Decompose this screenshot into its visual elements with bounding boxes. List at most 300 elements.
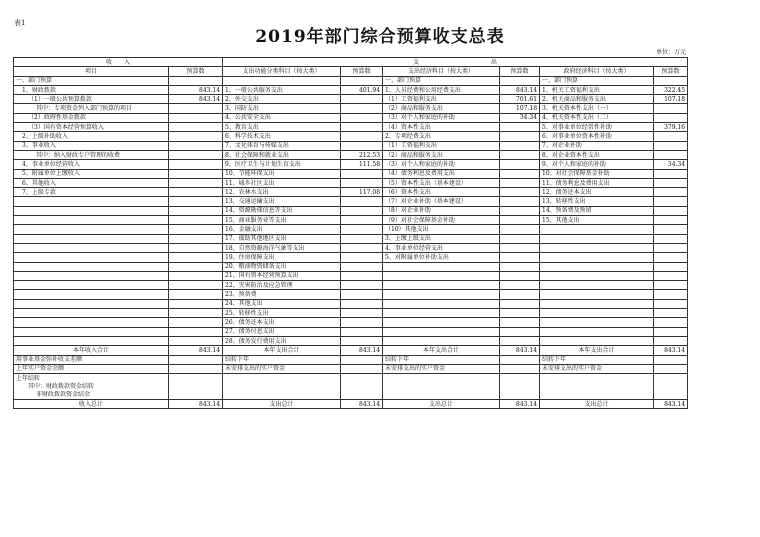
func-item: 1、一般公共服务支出 bbox=[223, 85, 341, 94]
table-row bbox=[14, 188, 688, 197]
income-budget bbox=[169, 271, 223, 280]
gov-econ-item bbox=[540, 271, 654, 280]
econ-item: （5）资本性支出（基本建设） bbox=[383, 178, 500, 187]
gov-econ-budget bbox=[654, 243, 688, 252]
income-budget bbox=[169, 253, 223, 262]
econ-item: （1）工资福利支出 bbox=[383, 95, 500, 104]
gov-econ-budget bbox=[654, 197, 688, 206]
empty-cell bbox=[654, 391, 688, 400]
income-budget bbox=[169, 113, 223, 122]
func-item: 14、资源勘探信息等支出 bbox=[223, 206, 341, 215]
gov-econ-item bbox=[540, 336, 654, 345]
empty-cell bbox=[500, 364, 540, 373]
income-budget bbox=[169, 160, 223, 169]
func-budget: 117.08 bbox=[341, 188, 383, 197]
func-item: 25、转移性支出 bbox=[223, 309, 341, 318]
econ-item bbox=[383, 336, 500, 345]
empty-cell bbox=[500, 355, 540, 364]
func-item: 26、债务还本支出 bbox=[223, 318, 341, 327]
func-item: 18、自然资源海洋气象等支出 bbox=[223, 243, 341, 252]
func-item: 11、城乡社区支出 bbox=[223, 178, 341, 187]
empty-cell bbox=[500, 382, 540, 390]
empty-cell bbox=[341, 355, 383, 364]
empty-cell bbox=[383, 391, 500, 400]
income-budget bbox=[169, 197, 223, 206]
income-item bbox=[14, 318, 169, 327]
gov-econ-budget bbox=[654, 309, 688, 318]
table-row bbox=[14, 281, 688, 290]
econ-budget: 843.14 bbox=[500, 85, 540, 94]
empty-cell bbox=[654, 374, 688, 383]
empty-cell bbox=[654, 382, 688, 390]
econ-item: （4）资本性支出 bbox=[383, 123, 500, 132]
func-item: 28、债务发行费用支出 bbox=[223, 336, 341, 345]
gov-econ-item bbox=[540, 281, 654, 290]
table-row bbox=[14, 178, 688, 187]
table-row bbox=[14, 234, 688, 243]
econ-item: （7）对企业补助（基本建设） bbox=[383, 197, 500, 206]
func-budget: 401.94 bbox=[341, 85, 383, 94]
func-item: 9、医疗卫生与计划生育支出 bbox=[223, 160, 341, 169]
income-item bbox=[14, 281, 169, 290]
income-item bbox=[14, 225, 169, 234]
gov-econ-budget bbox=[654, 253, 688, 262]
econ-item: （10）其他支出 bbox=[383, 225, 500, 234]
gov-econ-budget: 34.34 bbox=[654, 160, 688, 169]
income-item bbox=[14, 216, 169, 225]
econ-item: 2、专项经费支出 bbox=[383, 132, 500, 141]
empty-cell bbox=[341, 364, 383, 373]
table-row bbox=[14, 150, 688, 159]
income-item: （2）政府性基金拨款 bbox=[14, 113, 169, 122]
func-item: 5、教育支出 bbox=[223, 123, 341, 132]
gov-econ-item bbox=[540, 243, 654, 252]
col-func-class: 支出功能分类科目（按大类） bbox=[223, 67, 341, 76]
table-row bbox=[14, 225, 688, 234]
fiscal-carry-label: 其中：财政拨款资金结转 bbox=[14, 382, 169, 390]
func-item: 21、国有资本经营预算支出 bbox=[223, 271, 341, 280]
econ-budget bbox=[500, 169, 540, 178]
income-item: 7、上级专款 bbox=[14, 188, 169, 197]
func-budget bbox=[341, 216, 383, 225]
income-budget bbox=[169, 318, 223, 327]
func-item: 27、债务付息支出 bbox=[223, 327, 341, 336]
econ-budget bbox=[500, 262, 540, 271]
income-budget bbox=[169, 141, 223, 150]
prev-balance-label: 上年实户资金余额 bbox=[14, 364, 169, 373]
table-row bbox=[14, 262, 688, 271]
gov-econ-budget: 379.16 bbox=[654, 123, 688, 132]
gov-grand-label: 支出总计 bbox=[540, 399, 654, 408]
income-item: 2、上级补助收入 bbox=[14, 132, 169, 141]
income-grand-value: 843.14 bbox=[169, 399, 223, 408]
income-budget bbox=[169, 206, 223, 215]
func-item: 20、粮油物资储备支出 bbox=[223, 262, 341, 271]
table-row bbox=[14, 160, 688, 169]
gov-econ-budget bbox=[654, 225, 688, 234]
econ-item bbox=[383, 299, 500, 308]
func-grand-value: 843.14 bbox=[341, 399, 383, 408]
grand-total-row bbox=[14, 399, 688, 408]
gov-total-value: 843.14 bbox=[654, 346, 688, 355]
empty-cell bbox=[223, 382, 341, 390]
gov-econ-budget bbox=[654, 216, 688, 225]
table-row bbox=[14, 141, 688, 150]
table-row bbox=[14, 290, 688, 299]
empty-cell bbox=[169, 391, 223, 400]
func-item bbox=[223, 76, 341, 85]
income-total-value: 843.14 bbox=[169, 346, 223, 355]
func-budget bbox=[341, 169, 383, 178]
econ-item: 5、对附属单位补助支出 bbox=[383, 253, 500, 262]
gov-econ-item: 8、对企业资本性支出 bbox=[540, 150, 654, 159]
income-item bbox=[14, 336, 169, 345]
func-budget bbox=[341, 309, 383, 318]
econ-item: （4）债务利息及费用支出 bbox=[383, 169, 500, 178]
func-budget: 212.53 bbox=[341, 150, 383, 159]
econ-total-label: 本年支出合计 bbox=[383, 346, 500, 355]
table-row bbox=[14, 216, 688, 225]
empty-cell bbox=[654, 364, 688, 373]
econ-item bbox=[383, 290, 500, 299]
econ-item: 一、部门预算 bbox=[383, 76, 500, 85]
gov-econ-item bbox=[540, 299, 654, 308]
gov-econ-item: 4、机关资本性支出（二） bbox=[540, 113, 654, 122]
col-budget: 预算数 bbox=[500, 67, 540, 76]
nonfiscal-carry-label: 非财政拨款资金结余 bbox=[14, 391, 169, 400]
empty-cell bbox=[383, 382, 500, 390]
income-item: 3、事业收入 bbox=[14, 141, 169, 150]
table-row bbox=[14, 76, 688, 85]
econ-item: 3、上缴上级支出 bbox=[383, 234, 500, 243]
empty-cell bbox=[540, 382, 654, 390]
gov-econ-item bbox=[540, 327, 654, 336]
econ-budget bbox=[500, 336, 540, 345]
col-budget: 预算数 bbox=[341, 67, 383, 76]
gov-econ-budget bbox=[654, 318, 688, 327]
econ-total-value: 843.14 bbox=[500, 346, 540, 355]
econ-budget bbox=[500, 299, 540, 308]
table-row bbox=[14, 113, 688, 122]
income-budget bbox=[169, 188, 223, 197]
func-item: 6、科学技术支出 bbox=[223, 132, 341, 141]
gov-econ-item: 15、其他支出 bbox=[540, 216, 654, 225]
empty-cell bbox=[169, 355, 223, 364]
gov-econ-item: 1、机关工资福利支出 bbox=[540, 85, 654, 94]
func-item: 15、商业服务业等支出 bbox=[223, 216, 341, 225]
func-grand-label: 支出总计 bbox=[223, 399, 341, 408]
income-item: 其中：纳入财政专户管理的收费 bbox=[14, 150, 169, 159]
prev-carry-label: 上年结转 bbox=[14, 374, 169, 383]
income-item bbox=[14, 206, 169, 215]
table-row bbox=[14, 95, 688, 104]
income-budget bbox=[169, 336, 223, 345]
gov-econ-budget bbox=[654, 188, 688, 197]
income-item: （3）国有资本经营预算收入 bbox=[14, 123, 169, 132]
econ-item bbox=[383, 309, 500, 318]
table-row bbox=[14, 318, 688, 327]
income-budget bbox=[169, 123, 223, 132]
table-row bbox=[14, 336, 688, 345]
func-budget bbox=[341, 234, 383, 243]
fiscal-carry-row bbox=[14, 382, 688, 390]
income-budget bbox=[169, 216, 223, 225]
func-item: 23、预备费 bbox=[223, 290, 341, 299]
func-item: 22、灾害防治及应急管理 bbox=[223, 281, 341, 290]
func-budget bbox=[341, 271, 383, 280]
econ-item bbox=[383, 262, 500, 271]
page-title: 2019年部门综合预算收支总表 bbox=[255, 27, 505, 47]
gov-econ-item: 12、债务还本支出 bbox=[540, 188, 654, 197]
income-item bbox=[14, 327, 169, 336]
unarranged-label: 未安排支出的实户资金 bbox=[223, 364, 341, 373]
col-budget: 预算数 bbox=[169, 67, 223, 76]
header-row-columns bbox=[14, 67, 688, 76]
col-gov-econ-class: 政府经济科目（按大类） bbox=[540, 67, 654, 76]
income-budget bbox=[169, 299, 223, 308]
func-budget bbox=[341, 318, 383, 327]
econ-item bbox=[383, 327, 500, 336]
table-row bbox=[14, 104, 688, 113]
income-budget bbox=[169, 327, 223, 336]
func-item: 10、节能环保支出 bbox=[223, 169, 341, 178]
income-item: 一、部门预算 bbox=[14, 76, 169, 85]
empty-cell bbox=[223, 374, 341, 383]
income-item bbox=[14, 234, 169, 243]
income-budget bbox=[169, 262, 223, 271]
income-item bbox=[14, 299, 169, 308]
income-header: 收 入 bbox=[14, 58, 223, 67]
carry-forward-label: 结转下年 bbox=[540, 355, 654, 364]
gov-econ-item: 6、对事业单位资本性补助 bbox=[540, 132, 654, 141]
econ-item bbox=[383, 271, 500, 280]
gov-econ-item: 一、部门预算 bbox=[540, 76, 654, 85]
unarranged-label: 未安排支出的实户资金 bbox=[383, 364, 500, 373]
econ-budget bbox=[500, 216, 540, 225]
econ-budget bbox=[500, 234, 540, 243]
table-row bbox=[14, 309, 688, 318]
econ-item: （6）资本性支出 bbox=[383, 188, 500, 197]
gov-econ-budget: 322.45 bbox=[654, 85, 688, 94]
income-grand-label: 收入总计 bbox=[14, 399, 169, 408]
gov-econ-budget bbox=[654, 104, 688, 113]
expense-header: 支 出 bbox=[223, 58, 688, 67]
table-row bbox=[14, 169, 688, 178]
econ-item: （3）对个人和家庭的补助 bbox=[383, 113, 500, 122]
income-budget bbox=[169, 169, 223, 178]
income-item bbox=[14, 271, 169, 280]
income-item: 1、财政拨款 bbox=[14, 85, 169, 94]
empty-cell bbox=[500, 374, 540, 383]
econ-budget: 701.61 bbox=[500, 95, 540, 104]
empty-cell bbox=[383, 374, 500, 383]
income-item bbox=[14, 243, 169, 252]
econ-budget bbox=[500, 253, 540, 262]
income-item: 6、其他收入 bbox=[14, 178, 169, 187]
gov-econ-item: 7、对企业补助 bbox=[540, 141, 654, 150]
econ-item: （2）商品和服务支出 bbox=[383, 104, 500, 113]
econ-item: （2）商品和服务支出 bbox=[383, 150, 500, 159]
prev-balance-row bbox=[14, 364, 688, 373]
func-budget bbox=[341, 243, 383, 252]
econ-grand-value: 843.14 bbox=[500, 399, 540, 408]
gov-econ-budget bbox=[654, 76, 688, 85]
nonfiscal-carry-row bbox=[14, 391, 688, 400]
econ-budget bbox=[500, 178, 540, 187]
func-item: 19、住房保障支出 bbox=[223, 253, 341, 262]
func-budget bbox=[341, 281, 383, 290]
func-item: 3、国防支出 bbox=[223, 104, 341, 113]
func-item: 24、其他支出 bbox=[223, 299, 341, 308]
table-row bbox=[14, 85, 688, 94]
econ-budget bbox=[500, 206, 540, 215]
gov-econ-item bbox=[540, 309, 654, 318]
econ-budget bbox=[500, 76, 540, 85]
func-item: 4、公共安全支出 bbox=[223, 113, 341, 122]
gov-econ-budget bbox=[654, 281, 688, 290]
gov-econ-item: 10、对社会保障基金补助 bbox=[540, 169, 654, 178]
income-budget bbox=[169, 309, 223, 318]
gov-econ-budget bbox=[654, 141, 688, 150]
gov-econ-item: 14、预备费及预留 bbox=[540, 206, 654, 215]
gov-econ-item bbox=[540, 318, 654, 327]
econ-budget bbox=[500, 150, 540, 159]
econ-budget bbox=[500, 132, 540, 141]
col-econ-class: 支出经济科目（按大类） bbox=[383, 67, 500, 76]
income-total-label: 本年收入合计 bbox=[14, 346, 169, 355]
income-item: 其中：专项资金列入部门预算的项目 bbox=[14, 104, 169, 113]
carryover-use-label: 用事业基金弥补收支差额 bbox=[14, 355, 169, 364]
econ-budget: 107.18 bbox=[500, 104, 540, 113]
gov-econ-budget bbox=[654, 262, 688, 271]
gov-econ-item: 2、机关商品和服务支出 bbox=[540, 95, 654, 104]
func-budget bbox=[341, 253, 383, 262]
table-row bbox=[14, 253, 688, 262]
gov-econ-item: 13、转移性支出 bbox=[540, 197, 654, 206]
gov-econ-budget: 107.18 bbox=[654, 95, 688, 104]
gov-econ-item bbox=[540, 290, 654, 299]
income-budget bbox=[169, 150, 223, 159]
func-budget bbox=[341, 290, 383, 299]
gov-grand-value: 843.14 bbox=[654, 399, 688, 408]
table-row bbox=[14, 123, 688, 132]
income-item bbox=[14, 309, 169, 318]
gov-econ-budget bbox=[654, 113, 688, 122]
income-budget: 843.14 bbox=[169, 85, 223, 94]
func-budget bbox=[341, 336, 383, 345]
gov-econ-item: 5、对事业单位经常性补助 bbox=[540, 123, 654, 132]
gov-econ-budget bbox=[654, 234, 688, 243]
gov-econ-budget bbox=[654, 178, 688, 187]
income-budget bbox=[169, 290, 223, 299]
func-budget bbox=[341, 178, 383, 187]
gov-econ-budget bbox=[654, 290, 688, 299]
func-item: 2、外交支出 bbox=[223, 95, 341, 104]
func-budget bbox=[341, 104, 383, 113]
gov-econ-item bbox=[540, 253, 654, 262]
gov-econ-budget bbox=[654, 169, 688, 178]
func-budget bbox=[341, 141, 383, 150]
func-budget bbox=[341, 95, 383, 104]
gov-econ-budget bbox=[654, 336, 688, 345]
func-budget bbox=[341, 327, 383, 336]
econ-budget bbox=[500, 197, 540, 206]
income-budget bbox=[169, 225, 223, 234]
func-budget bbox=[341, 132, 383, 141]
empty-cell bbox=[341, 374, 383, 383]
table-row bbox=[14, 243, 688, 252]
func-budget bbox=[341, 76, 383, 85]
gov-econ-budget bbox=[654, 206, 688, 215]
gov-econ-item: 9、对个人和家庭的补助 bbox=[540, 160, 654, 169]
gov-econ-item bbox=[540, 225, 654, 234]
income-item bbox=[14, 262, 169, 271]
gov-econ-budget bbox=[654, 299, 688, 308]
econ-item bbox=[383, 318, 500, 327]
econ-budget bbox=[500, 188, 540, 197]
col-budget: 预算数 bbox=[654, 67, 688, 76]
income-item bbox=[14, 197, 169, 206]
carryover-row bbox=[14, 355, 688, 364]
unit-label: 单位：万元 bbox=[655, 49, 686, 56]
econ-budget bbox=[500, 318, 540, 327]
econ-item: 4、事业单位经营支出 bbox=[383, 243, 500, 252]
income-budget bbox=[169, 234, 223, 243]
func-budget bbox=[341, 262, 383, 271]
empty-cell bbox=[223, 391, 341, 400]
func-budget bbox=[341, 206, 383, 215]
func-budget: 111.58 bbox=[341, 160, 383, 169]
table-row bbox=[14, 299, 688, 308]
income-budget bbox=[169, 132, 223, 141]
econ-item: 1、人员经费和公用经费支出 bbox=[383, 85, 500, 94]
econ-budget bbox=[500, 123, 540, 132]
empty-cell bbox=[169, 374, 223, 383]
income-item: 5、附属单位上缴收入 bbox=[14, 169, 169, 178]
gov-econ-item bbox=[540, 234, 654, 243]
header-row-groups bbox=[14, 58, 688, 67]
func-budget bbox=[341, 299, 383, 308]
empty-cell bbox=[341, 382, 383, 390]
income-item: （1）一般公共预算拨款 bbox=[14, 95, 169, 104]
func-item: 12、农林水支出 bbox=[223, 188, 341, 197]
empty-cell bbox=[500, 391, 540, 400]
gov-econ-budget bbox=[654, 132, 688, 141]
income-budget bbox=[169, 281, 223, 290]
econ-budget bbox=[500, 225, 540, 234]
budget-table bbox=[13, 57, 688, 409]
econ-item: （9）对社会保障基金补助 bbox=[383, 216, 500, 225]
total-row bbox=[14, 346, 688, 355]
func-total-label: 本年支出合计 bbox=[223, 346, 341, 355]
table-row bbox=[14, 197, 688, 206]
income-budget: 843.14 bbox=[169, 95, 223, 104]
gov-econ-item: 11、债务利息及费用支出 bbox=[540, 178, 654, 187]
carry-forward-label: 结转下年 bbox=[223, 355, 341, 364]
gov-total-label: 本年支出合计 bbox=[540, 346, 654, 355]
func-total-value: 843.14 bbox=[341, 346, 383, 355]
empty-cell bbox=[540, 374, 654, 383]
func-item: 8、社会保障和就业支出 bbox=[223, 150, 341, 159]
income-item bbox=[14, 253, 169, 262]
econ-budget bbox=[500, 290, 540, 299]
func-item: 16、金融支出 bbox=[223, 225, 341, 234]
income-item bbox=[14, 290, 169, 299]
econ-item bbox=[383, 281, 500, 290]
empty-cell bbox=[341, 391, 383, 400]
econ-item: （1）工资福利支出 bbox=[383, 141, 500, 150]
gov-econ-item bbox=[540, 262, 654, 271]
